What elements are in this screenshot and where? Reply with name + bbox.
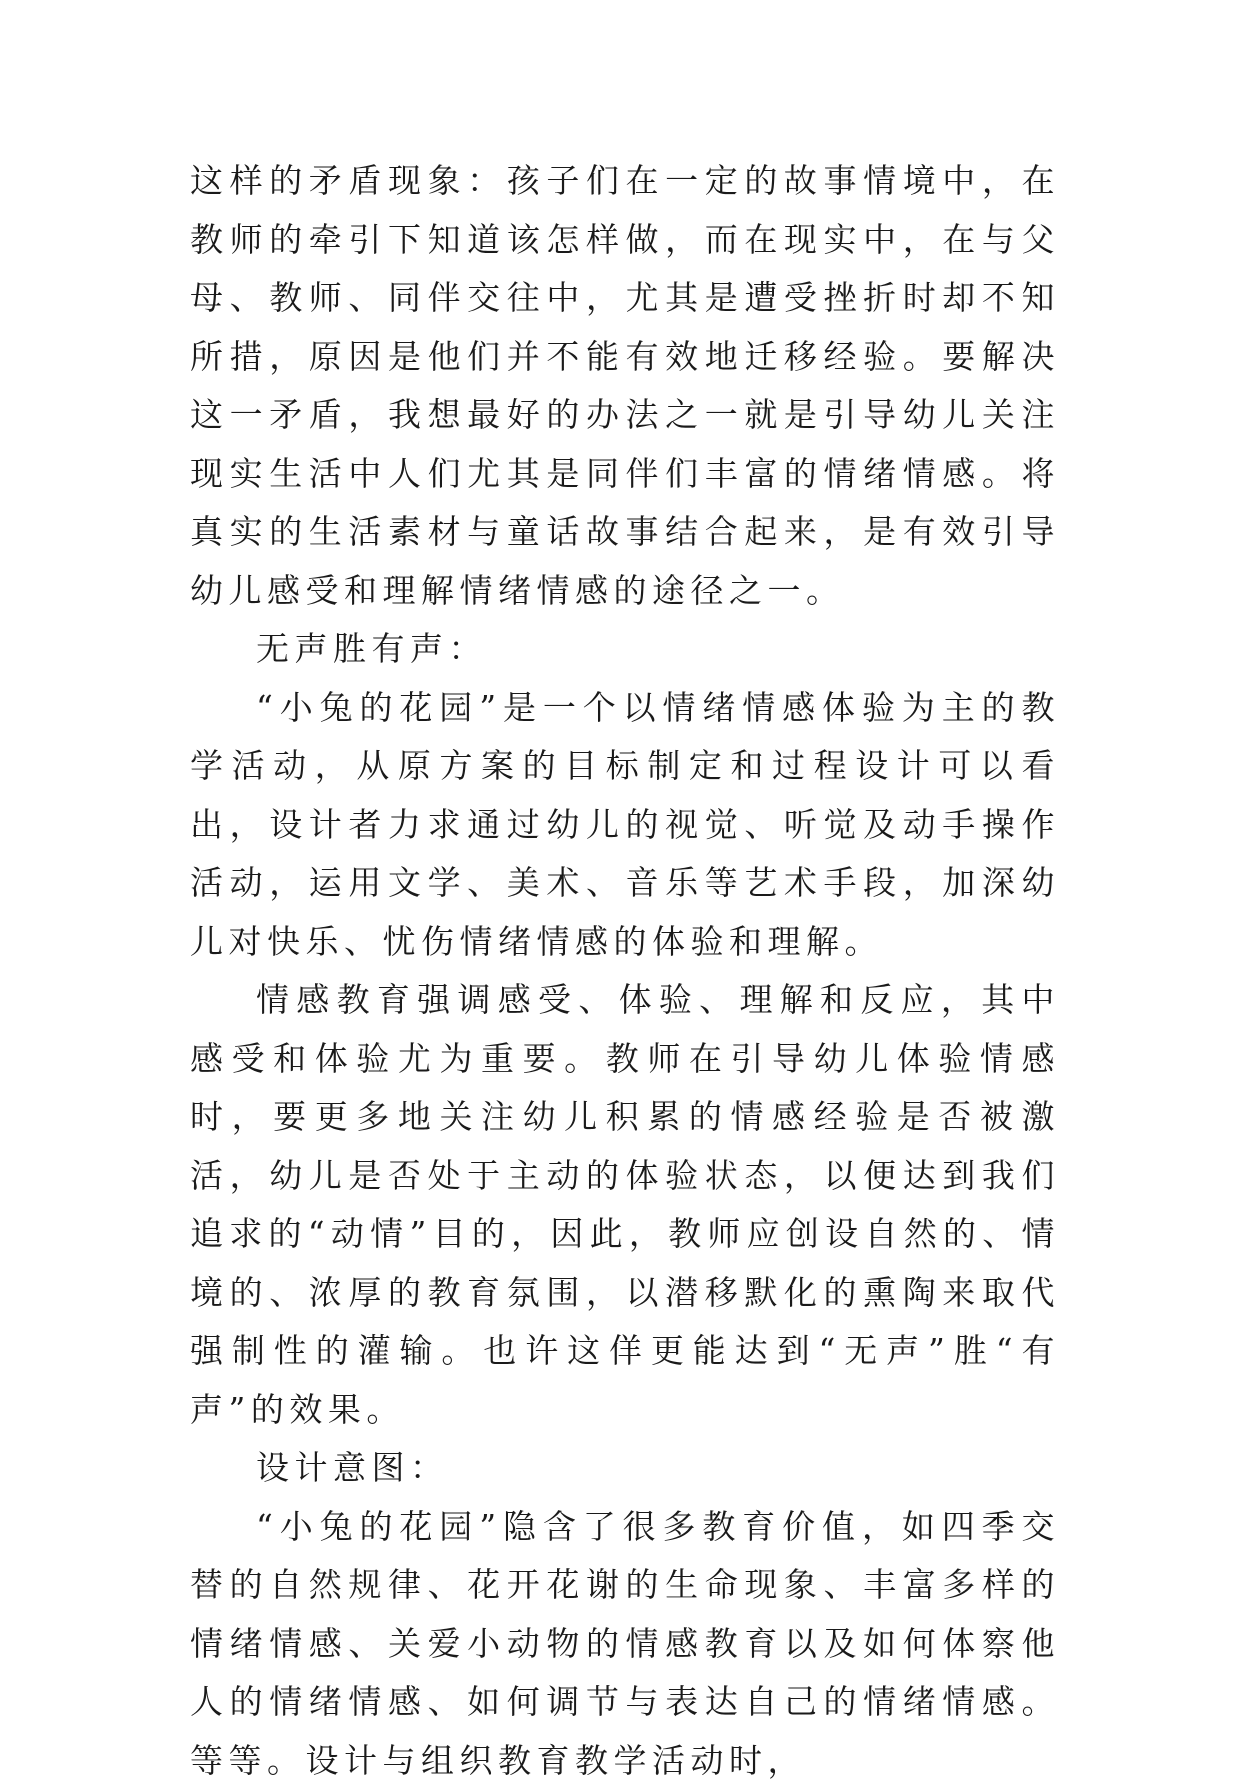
document-body [190, 152, 1060, 1790]
section-heading-silence: 无声胜有声： [190, 620, 1060, 679]
paragraph-activity-intro: “小兔的花园”是一个以情绪情感体验为主的教学活动，从原方案的目标制定和过程设计可以看出，设计者力求通过幼儿的视觉、听觉及动手操作活动，运用文学、美术、音乐等艺术手段，加深幼儿对快乐、忧伤情绪情感的体验和理解。 [190, 679, 1060, 972]
paragraph-emotion-education: 情感教育强调感受、体验、理解和反应，其中感受和体验尤为重要。教师在引导幼儿体验情感时，要更多地关注幼儿积累的情感经验是否被激活，幼儿是否处于主动的体验状态，以便达到我们追求的“动情”目的，因此，教师应创设自然的、情境的、浓厚的教育氛围，以潜移默化的熏陶来取代强制性的灌输。也许这佯更能达到“无声”胜“有声”的效果。 [190, 971, 1060, 1439]
paragraph-continuation: 这样的矛盾现象：孩子们在一定的故事情境中，在教师的牵引下知道该怎样做，而在现实中，在与父母、教师、同伴交往中，尤其是遭受挫折时却不知所措，原因是他们并不能有效地迁移经验。要解决这一矛盾，我想最好的办法之一就是引导幼儿关注现实生活中人们尤其是同伴们丰富的情绪情感。将真实的生活素材与童话故事结合起来，是有效引导幼儿感受和理解情绪情感的途径之一。 [190, 152, 1060, 620]
section-heading-design-intent: 设计意图： [190, 1439, 1060, 1498]
paragraph-design-intent: “小兔的花园”隐含了很多教育价值，如四季交替的自然规律、花开花谢的生命现象、丰富多样的情绪情感、关爱小动物的情感教育以及如何体察他人的情绪情感、如何调节与表达自己的情绪情感。等等。设计与组织教育教学活动时， [190, 1498, 1060, 1790]
